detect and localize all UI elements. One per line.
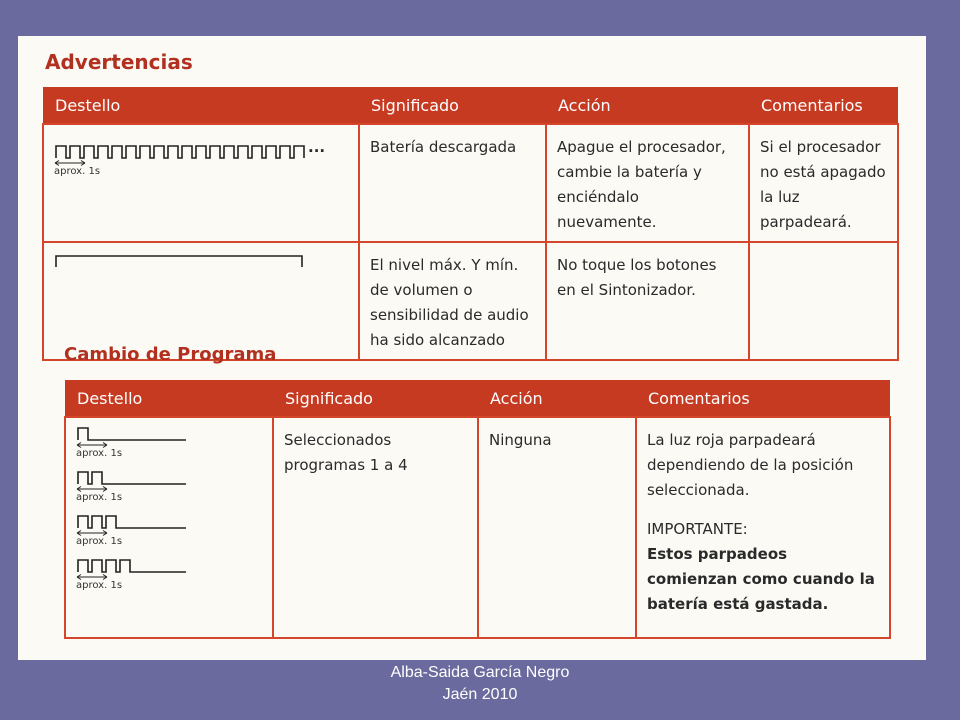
header-comentarios: Comentarios bbox=[636, 380, 890, 417]
flash-cell bbox=[43, 242, 359, 360]
header-comentarios: Comentarios bbox=[749, 87, 898, 124]
comment-cell: Si el procesador no está apagado la luz parpadeará. bbox=[749, 124, 898, 242]
table-row bbox=[43, 242, 898, 360]
program-change-table bbox=[64, 380, 891, 639]
header-accion: Acción bbox=[478, 380, 636, 417]
meaning-cell: El nivel máx. Y mín. de volumen o sensibilidad de audio ha sido alcanzado bbox=[359, 242, 546, 360]
table-row bbox=[65, 417, 890, 638]
flash-pattern-steady bbox=[54, 253, 304, 269]
meaning-cell: Batería descargada bbox=[359, 124, 546, 242]
footer-author: Alba-Saida García Negro bbox=[390, 664, 570, 681]
time-scale-label: aprox. 1s bbox=[76, 536, 123, 547]
meaning-cell: Seleccionados programas 1 a 4 bbox=[273, 417, 478, 638]
program-change-title: Cambio de Programa bbox=[64, 344, 277, 365]
table-header-row bbox=[65, 380, 890, 417]
flash-cell bbox=[43, 124, 359, 242]
document-page bbox=[18, 36, 926, 660]
program-3-pattern bbox=[76, 514, 262, 548]
header-significado: Significado bbox=[273, 380, 478, 417]
time-scale-label: aprox. 1s bbox=[76, 492, 123, 503]
program-4-pattern bbox=[76, 558, 262, 592]
time-scale-label: aprox. 1s bbox=[76, 580, 123, 591]
flash-pattern-4-icon bbox=[76, 558, 188, 574]
flash-cell bbox=[65, 417, 273, 638]
warnings-table bbox=[42, 87, 899, 361]
header-significado: Significado bbox=[359, 87, 546, 124]
action-cell: No toque los botones en el Sintonizador. bbox=[546, 242, 749, 360]
program-2-pattern bbox=[76, 470, 262, 504]
flash-pattern-2-icon bbox=[76, 470, 188, 486]
important-text: Estos parpadeos comienzan como cuando la batería está gastada. bbox=[647, 545, 875, 613]
header-destello: Destello bbox=[65, 380, 273, 417]
action-cell: Apague el procesador, cambie la batería y enciéndalo nuevamente. bbox=[546, 124, 749, 242]
table-row bbox=[43, 124, 898, 242]
time-scale-label: aprox. 1s bbox=[54, 166, 101, 177]
important-label: IMPORTANTE: bbox=[647, 520, 748, 538]
continuation-dots: ... bbox=[308, 138, 326, 156]
program-1-pattern bbox=[76, 426, 262, 460]
warnings-title: Advertencias bbox=[45, 50, 193, 74]
flash-pattern-1-icon bbox=[76, 426, 188, 442]
footer-place-year: Jaén 2010 bbox=[442, 686, 518, 703]
flash-pattern-3-icon bbox=[76, 514, 188, 530]
header-destello: Destello bbox=[43, 87, 359, 124]
time-scale-label: aprox. 1s bbox=[76, 448, 123, 459]
header-accion: Acción bbox=[546, 87, 749, 124]
table-header-row bbox=[43, 87, 898, 124]
time-scale bbox=[54, 160, 124, 178]
comment-cell bbox=[749, 242, 898, 360]
comment-text: La luz roja parpadeará dependiendo de la posición seleccionada. bbox=[647, 431, 854, 499]
comment-cell bbox=[636, 417, 890, 638]
flash-pattern-fast bbox=[54, 144, 306, 160]
action-cell: Ninguna bbox=[478, 417, 636, 638]
